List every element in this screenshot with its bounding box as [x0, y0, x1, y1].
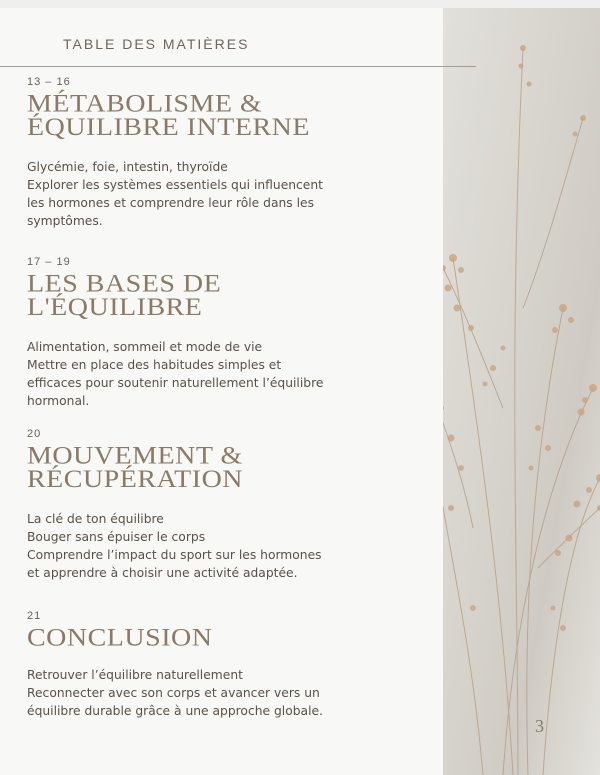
section-heading-line: RÉCUPÉRATION: [27, 465, 244, 494]
toc-entry-mouvement: [27, 428, 427, 582]
section-description: [27, 158, 427, 230]
description-line: Reconnecter avec son corps et avancer vers un: [27, 686, 320, 700]
section-description: [27, 510, 427, 582]
dried-flowers-illustration: [443, 8, 600, 775]
description-line: hormonal.: [27, 394, 90, 408]
description-line: Alimentation, sommeil et mode de vie: [27, 340, 263, 354]
section-description: [27, 666, 427, 720]
section-heading: [27, 269, 427, 322]
description-line: symptômes.: [27, 214, 103, 228]
section-heading: [27, 623, 427, 652]
section-heading-line: LES BASES DE: [27, 269, 222, 298]
description-line: efficaces pour soutenir naturellement l’équilibre: [27, 376, 324, 390]
toc-entry-bases: [27, 256, 427, 410]
description-line: Comprendre l’impact du sport sur les hormones: [27, 548, 322, 562]
section-heading-line: L'ÉQUILIBRE: [27, 293, 203, 322]
dried-flowers-photo: [443, 8, 600, 775]
toc-entry-metabolisme: [27, 76, 427, 230]
page-range: 17 – 19: [27, 256, 71, 268]
description-line: et apprendre à choisir une activité adaptée.: [27, 566, 298, 580]
page-range: 20: [27, 428, 42, 440]
description-line: La clé de ton équilibre: [27, 512, 164, 526]
section-heading-line: ÉQUILIBRE INTERNE: [27, 113, 311, 142]
description-line: Glycémie, foie, intestin, thyroïde: [27, 160, 228, 174]
page-range: 21: [27, 610, 42, 622]
section-heading-line: MÉTABOLISME &: [27, 89, 263, 118]
page-range: 13 – 16: [27, 76, 71, 88]
toc-entry-conclusion: [27, 610, 427, 720]
description-line: Bouger sans épuiser le corps: [27, 530, 206, 544]
description-line: Explorer les systèmes essentiels qui influencent: [27, 178, 323, 192]
description-line: Mettre en place des habitudes simples et: [27, 358, 282, 372]
section-description: [27, 338, 427, 410]
section-heading: [27, 441, 427, 494]
description-line: les hormones et comprendre leur rôle dans les: [27, 196, 314, 210]
title-divider: [0, 66, 476, 67]
section-heading: [27, 89, 427, 142]
section-heading-line: CONCLUSION: [27, 623, 213, 652]
table-of-contents-title: TABLE DES MATIÈRES: [63, 36, 250, 52]
section-heading-line: MOUVEMENT &: [27, 441, 243, 470]
description-line: Retrouver l’équilibre naturellement: [27, 668, 243, 682]
description-line: équilibre durable grâce à une approche globale.: [27, 704, 323, 718]
page-number: 3: [535, 716, 544, 736]
